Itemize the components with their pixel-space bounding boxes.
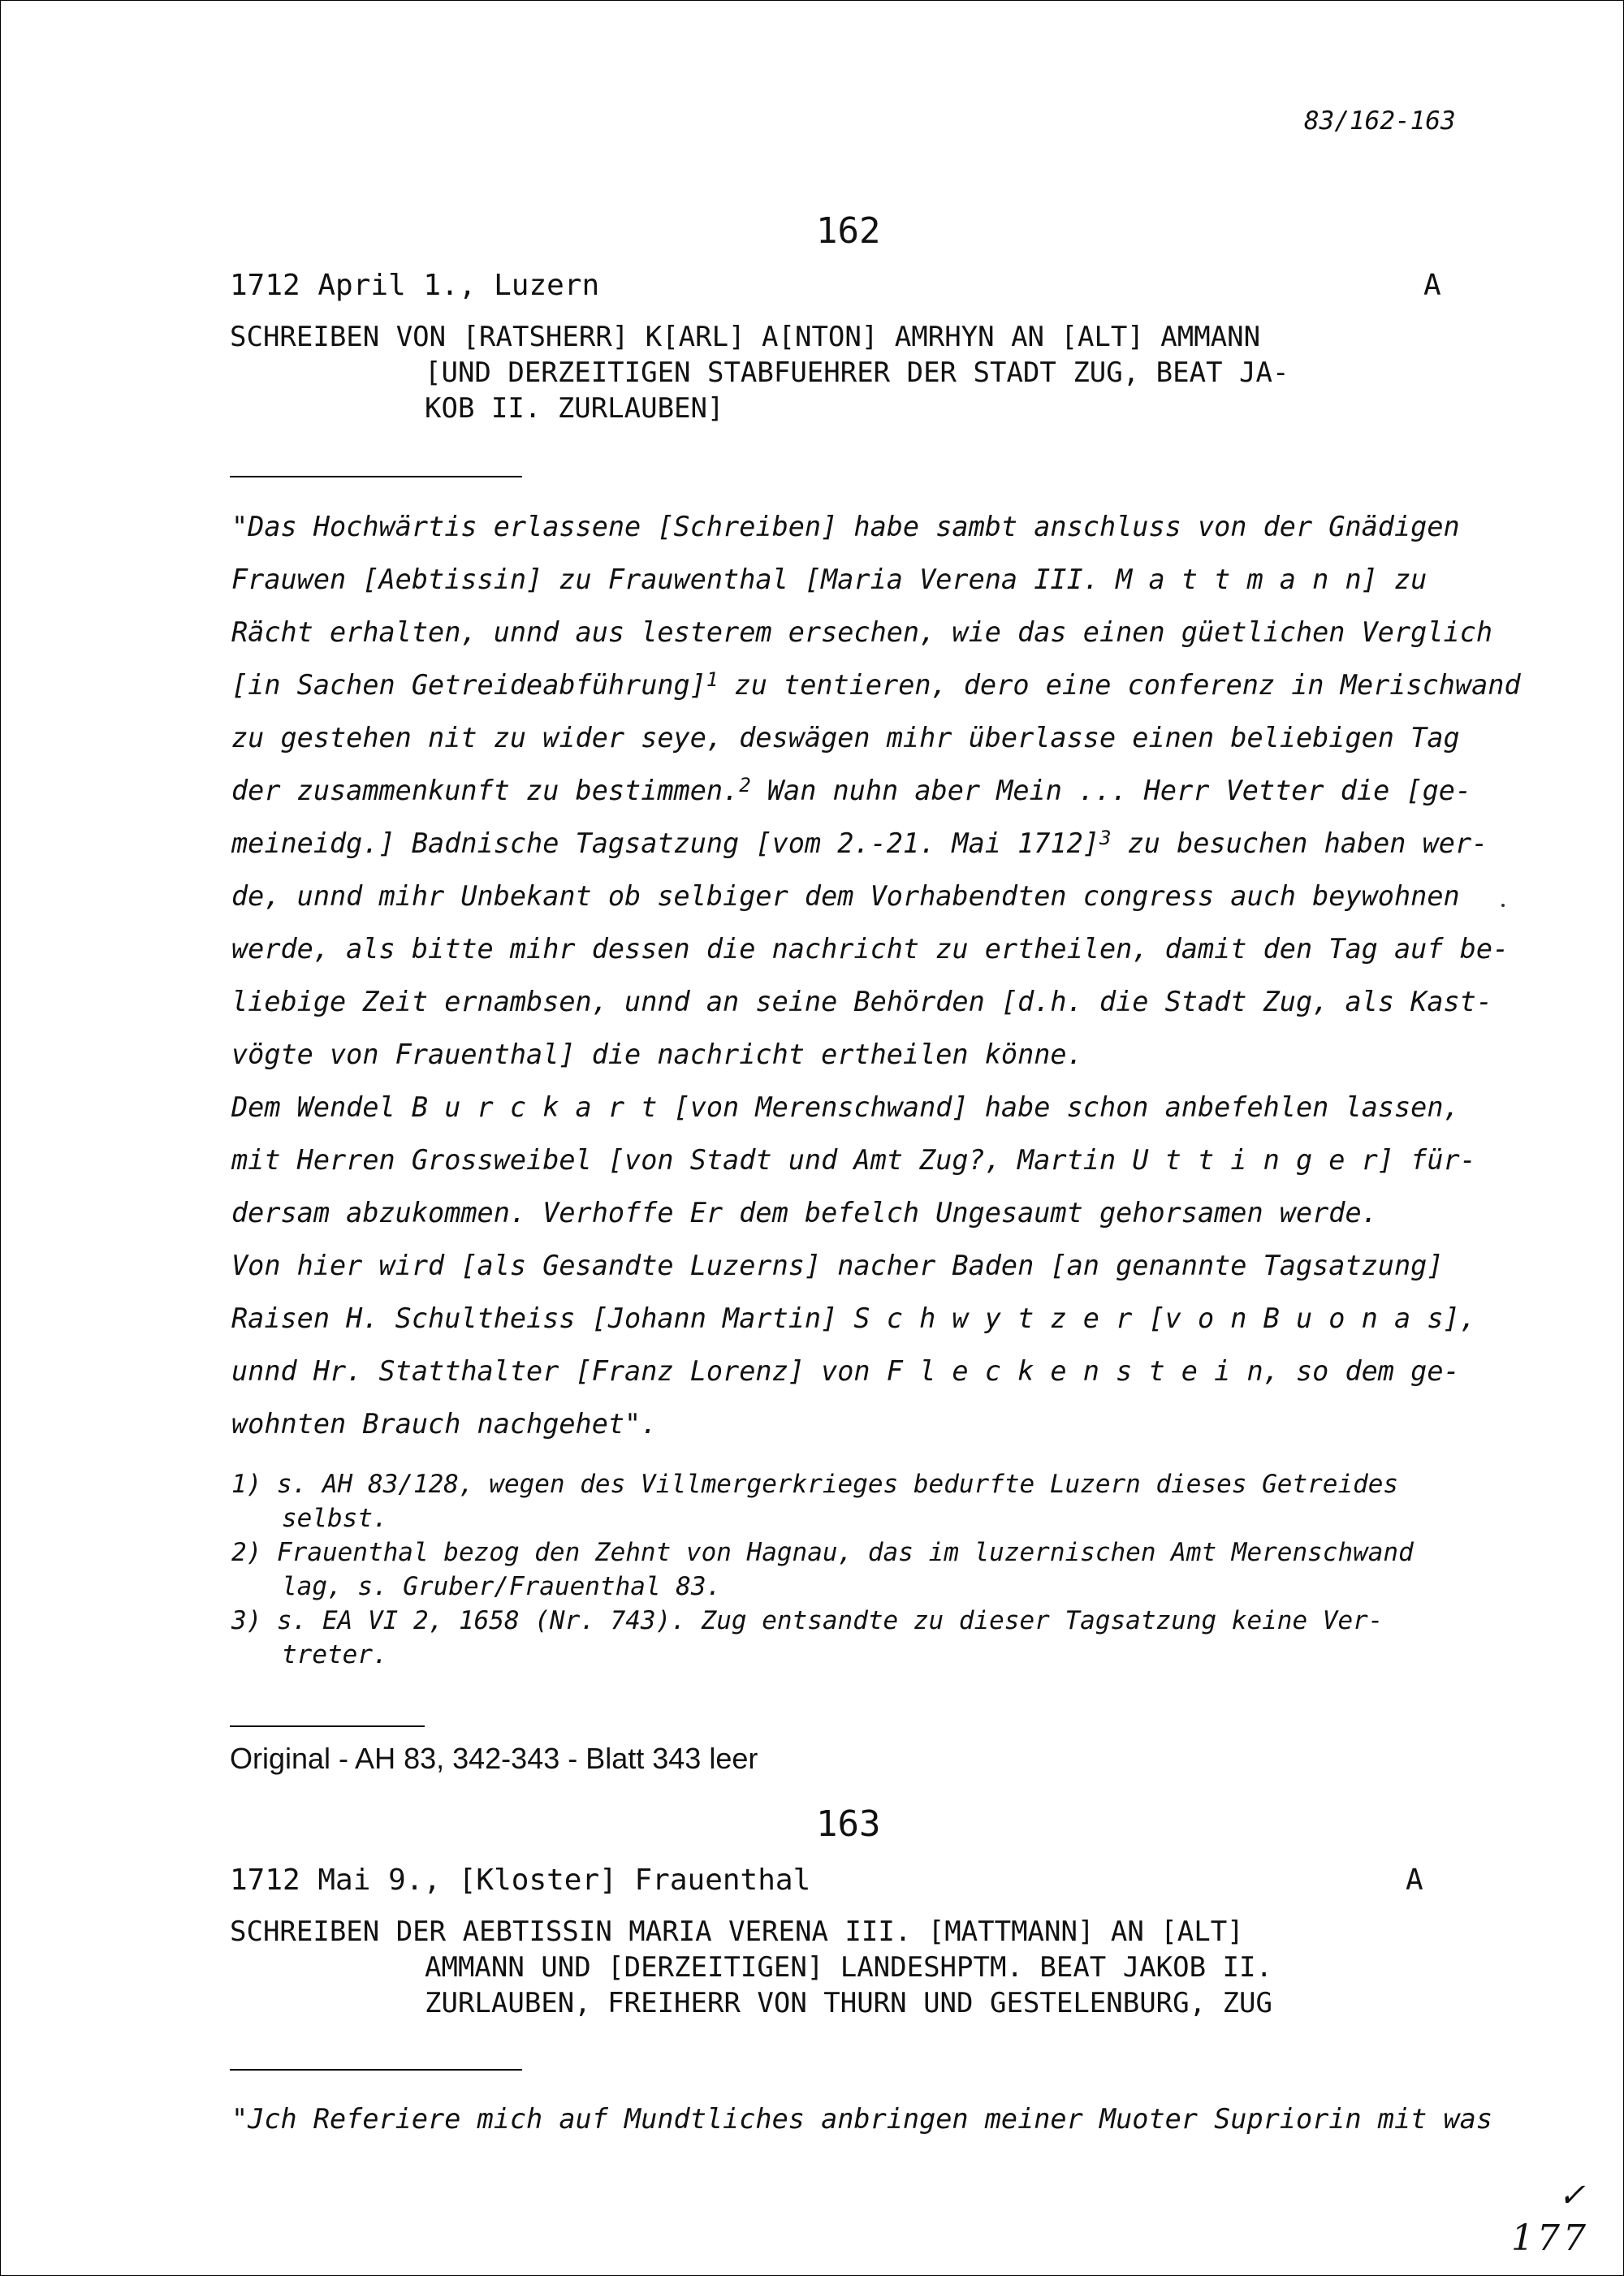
body-text: zu besuchen haben wer- bbox=[1111, 827, 1488, 859]
document-title-line: [UND DERZEITIGEN STABFUEHRER DER STADT ZUG, BEAT JA- bbox=[425, 356, 1289, 389]
document-title-line: AMMANN UND [DERZEITIGEN] LANDESHPTM. BEAT JAKOB II. bbox=[425, 1951, 1272, 1984]
body-line: "Das Hochwärtis erlassene [Schreiben] habe sambt anschluss von der Gnädigen bbox=[231, 511, 1460, 542]
handwritten-check-mark: ✓ bbox=[1558, 2177, 1586, 2214]
footnote-continuation: lag, s. Gruber/Frauenthal 83. bbox=[282, 1572, 722, 1601]
body-line bbox=[231, 764, 1471, 820]
section-divider bbox=[230, 1725, 425, 1727]
document-title-line: ZURLAUBEN, FREIHERR VON THURN UND GESTELENBURG, ZUG bbox=[425, 1987, 1272, 2019]
body-line: Raisen H. Schultheiss [Johann Martin] S c h w y t z e r [v o n B u o n a s], bbox=[231, 1302, 1476, 1334]
body-text: der zusammenkunft zu bestimmen. bbox=[231, 775, 740, 806]
footnote-continuation: selbst. bbox=[282, 1504, 388, 1533]
footnote-mark: 3 bbox=[1099, 827, 1112, 849]
body-line bbox=[231, 659, 1521, 715]
footnote: 1) s. AH 83/128, wegen des Villmergerkrieges bedurfte Luzern dieses Getreides bbox=[231, 1470, 1399, 1499]
body-line bbox=[231, 817, 1488, 873]
archive-reference: 83/162-163 bbox=[1304, 106, 1456, 136]
document-number: 162 bbox=[816, 210, 881, 252]
body-line: unnd Hr. Statthalter [Franz Lorenz] von F l e c k e n s t e i n, so dem ge- bbox=[231, 1355, 1460, 1387]
document-number: 163 bbox=[816, 1803, 881, 1845]
footnote: 2) Frauenthal bezog den Zehnt von Hagnau, das im luzernischen Amt Merenschwand bbox=[231, 1538, 1414, 1567]
document-date-place: 1712 Mai 9., [Kloster] Frauenthal bbox=[230, 1864, 811, 1897]
body-line: wohnten Brauch nachgehet". bbox=[231, 1408, 658, 1440]
body-line: liebige Zeit ernambsen, unnd an seine Behörden [d.h. die Stadt Zug, als Kast- bbox=[231, 986, 1492, 1017]
body-line: vögte von Frauenthal] die nachricht ertheilen könne. bbox=[231, 1039, 1083, 1070]
body-line: Rächt erhalten, unnd aus lesterem ersechen, wie das einen güetlichen Verglich bbox=[231, 616, 1492, 648]
document-marker: A bbox=[1406, 1864, 1423, 1897]
body-line: "Jch Referiere mich auf Mundtliches anbringen meiner Muoter Supriorin mit was bbox=[231, 2103, 1492, 2135]
document-date-place: 1712 April 1., Luzern bbox=[230, 269, 600, 302]
footnote: 3) s. EA VI 2, 1658 (Nr. 743). Zug entsandte zu dieser Tagsatzung keine Ver- bbox=[231, 1606, 1384, 1635]
body-line: de, unnd mihr Unbekant ob selbiger dem Vorhabendten congress auch beywohnen bbox=[231, 880, 1460, 912]
body-text: meineidg.] Badnische Tagsatzung [vom 2.-21. Mai 1712] bbox=[231, 827, 1099, 859]
body-line: zu gestehen nit zu wider seye, deswägen mihr überlasse einen beliebigen Tag bbox=[231, 722, 1460, 754]
document-marker: A bbox=[1423, 269, 1441, 302]
document-title-line: SCHREIBEN DER AEBTISSIN MARIA VERENA III. [MATTMANN] AN [ALT] bbox=[230, 1915, 1244, 1948]
document-title-line: SCHREIBEN VON [RATSHERR] K[ARL] A[NTON] AMRHYN AN [ALT] AMMANN bbox=[230, 321, 1261, 353]
footnote-mark: 1 bbox=[706, 668, 719, 691]
footnote-continuation: treter. bbox=[282, 1640, 388, 1669]
body-text: zu tentieren, dero eine conferenz in Merischwand bbox=[718, 669, 1521, 701]
document-title-line: KOB II. ZURLAUBEN] bbox=[425, 392, 724, 425]
body-text: Wan nuhn aber Mein ... Herr Vetter die [ge- bbox=[750, 775, 1472, 806]
body-line: Von hier wird [als Gesandte Luzerns] nacher Baden [an genannte Tagsatzung] bbox=[231, 1250, 1444, 1281]
footnote-mark: 2 bbox=[739, 774, 751, 797]
handwritten-page-number: 177 bbox=[1511, 2218, 1589, 2259]
body-line: mit Herren Grossweibel [von Stadt und Amt Zug?, Martin U t t i n g e r] für- bbox=[231, 1144, 1476, 1176]
body-line: werde, als bitte mihr dessen die nachricht zu ertheilen, damit den Tag auf be- bbox=[231, 933, 1510, 965]
body-line: dersam abzukommen. Verhoffe Er dem befelch Ungesaumt gehorsamen werde. bbox=[231, 1197, 1378, 1229]
body-line: Frauwen [Aebtissin] zu Frauwenthal [Maria Verena III. M a t t m a n n] zu bbox=[231, 564, 1427, 595]
source-line: Original - AH 83, 342-343 - Blatt 343 leer bbox=[230, 1742, 758, 1775]
scan-speck bbox=[1501, 904, 1505, 907]
body-line: Dem Wendel B u r c k a r t [von Merenschwand] habe schon anbefehlen lassen, bbox=[231, 1091, 1460, 1123]
section-divider bbox=[230, 476, 522, 477]
section-divider bbox=[230, 2069, 522, 2071]
body-text: [in Sachen Getreideabführung] bbox=[231, 669, 706, 701]
